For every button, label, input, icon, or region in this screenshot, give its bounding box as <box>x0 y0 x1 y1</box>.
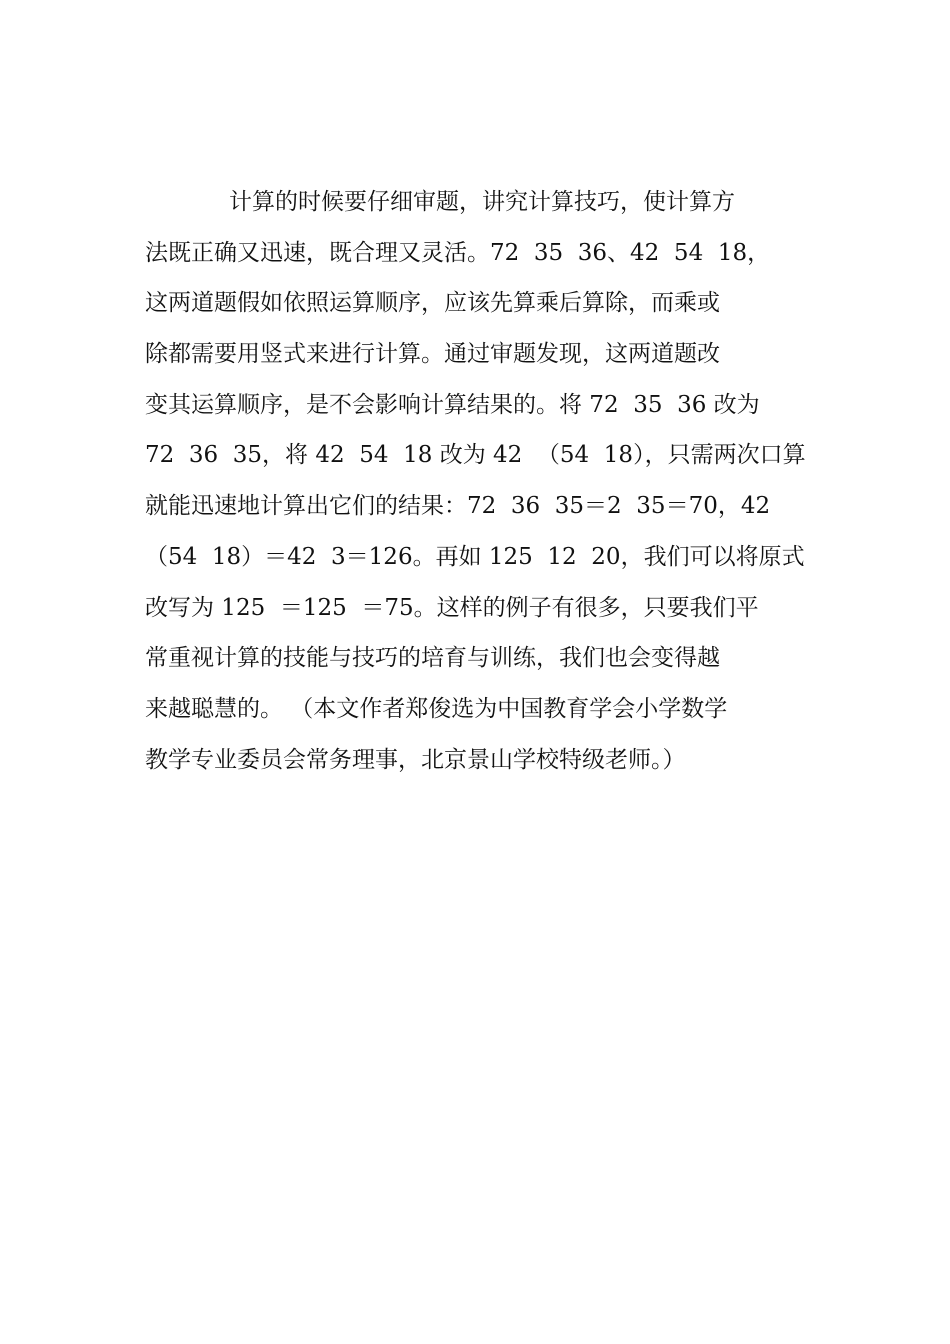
paragraph-line-11: 来越聪慧的。 （本文作者郑俊选为中国教育学会小学数学 <box>145 695 728 722</box>
article-paragraph <box>145 177 810 785</box>
paragraph-line-8: （54 18）＝42 3＝126。再如 125 12 20，我们可以将原式 <box>145 543 805 570</box>
paragraph-line-3: 这两道题假如依照运算顺序，应该先算乘后算除，而乘或 <box>145 290 720 317</box>
paragraph-line-6: 72 36 35，将 42 54 18 改为 42 （54 18），只需两次口算 <box>145 442 806 469</box>
paragraph-line-2: 法既正确又迅速，既合理又灵活。72 35 36、42 54 18， <box>145 239 771 266</box>
paragraph-line-7: 就能迅速地计算出它们的结果：72 36 35＝2 35＝70，42 <box>145 493 771 520</box>
paragraph-line-10: 常重视计算的技能与技巧的培育与训练，我们也会变得越 <box>145 645 720 672</box>
paragraph-line-9: 改写为 125 ＝125 ＝75。这样的例子有很多，只要我们平 <box>145 594 759 621</box>
paragraph-line-5: 变其运算顺序，是不会影响计算结果的。将 72 35 36 改为 <box>145 391 760 418</box>
paragraph-line-1: 计算的时候要仔细审题，讲究计算技巧，使计算方 <box>229 189 735 215</box>
paragraph-line-12: 教学专业委员会常务理事，北京景山学校特级老师。） <box>145 746 686 773</box>
paragraph-line-4: 除都需要用竖式来进行计算。通过审题发现，这两道题改 <box>145 341 720 368</box>
